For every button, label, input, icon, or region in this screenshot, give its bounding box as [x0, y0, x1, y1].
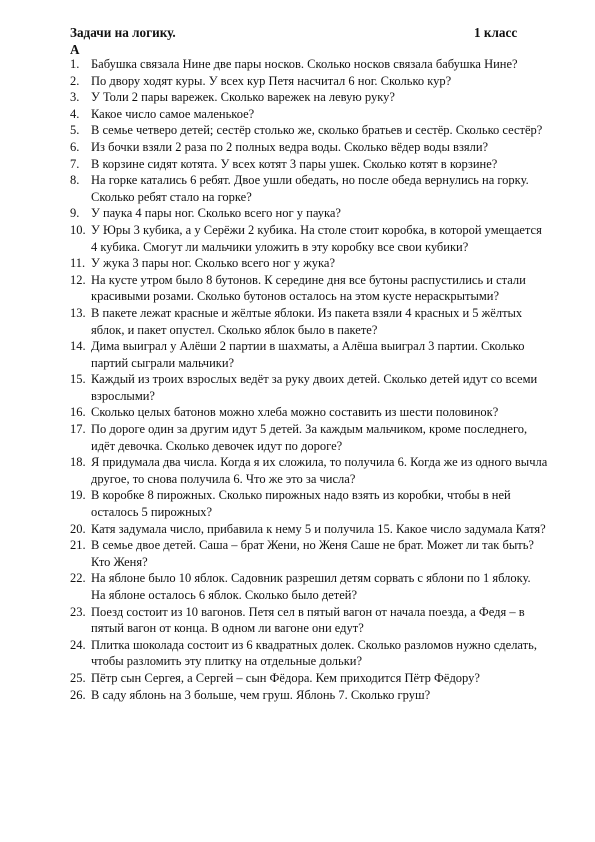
problem-number: 3. — [70, 90, 80, 105]
problem-number: 12. — [70, 272, 86, 287]
problem-number: 25. — [70, 670, 86, 685]
problem-text: В семье четверо детей; сестёр столько же, сколько братьев и сестёр. Сколько сестёр? — [91, 123, 543, 138]
problem-text: На горке катались 6 ребят. Двое ушли обедать, но после обеда вернулись на горку. Сколько ребят стало на горке? — [91, 173, 529, 204]
problem-text: В корзине сидят котята. У всех котят 3 пары ушек. Сколько котят в корзине? — [91, 156, 498, 171]
problem-number: 23. — [70, 604, 86, 619]
problem-text: По двору ходят куры. У всех кур Петя насчитал 6 ног. Сколько кур? — [91, 73, 452, 88]
problem-item — [70, 404, 548, 421]
problem-number: 14. — [70, 339, 86, 354]
problem-number: 17. — [70, 422, 86, 437]
problem-text: Дима выиграл у Алёши 2 партии в шахматы, а Алёша выиграл 3 партии. Сколько партий сыграли мальчики? — [91, 339, 525, 370]
grade-label: 1 класс — [474, 25, 518, 40]
problem-item — [70, 421, 548, 454]
problem-number: 4. — [70, 106, 80, 121]
problem-text: У Толи 2 пары варежек. Сколько варежек на левую руку? — [91, 90, 395, 105]
section-label: А — [70, 42, 80, 57]
problem-number: 18. — [70, 455, 86, 470]
problem-text: Я придумала два числа. Когда я их сложила, то получила 6. Когда же из одного вычла другое, то снова получила 6. Что же это за числа? — [91, 455, 548, 486]
problem-item — [70, 56, 548, 73]
problem-number: 1. — [70, 57, 80, 71]
problem-item — [70, 305, 548, 338]
problem-item — [70, 521, 548, 538]
problem-number: 20. — [70, 521, 86, 536]
problem-number: 6. — [70, 139, 80, 154]
problem-list — [70, 56, 548, 703]
problem-item — [70, 255, 548, 272]
problem-item — [70, 139, 548, 156]
problem-text: Какое число самое маленькое? — [91, 106, 255, 121]
problem-text: Катя задумала число, прибавила к нему 5 и получила 15. Какое число задумала Катя? — [91, 521, 546, 536]
problem-text: На яблоне было 10 яблок. Садовник разрешил детям сорвать с яблони по 1 яблоку. На яблоне осталось 6 яблок. Сколько было детей? — [91, 571, 531, 602]
problem-number: 21. — [70, 538, 86, 553]
problem-number: 24. — [70, 637, 86, 652]
document-title: Задачи на логику. — [70, 25, 176, 40]
problem-text: На кусте утром было 8 бутонов. К середине дня все бутоны распустились и стали красивыми розами. Сколько бутонов осталось на этом кусте нераскрытыми? — [91, 272, 526, 304]
problem-item — [70, 670, 548, 687]
problem-item — [70, 122, 548, 139]
problem-number: 19. — [70, 488, 86, 503]
problem-text: Бабушка связала Нине две пары носков. Сколько носков связала бабушка Нине? — [91, 57, 518, 71]
problem-item — [70, 106, 548, 123]
problem-item — [70, 537, 548, 570]
problem-number: 15. — [70, 372, 86, 387]
problem-item — [70, 205, 548, 222]
problem-number: 8. — [70, 173, 80, 188]
problem-text: В пакете лежат красные и жёлтые яблоки. Из пакета взяли 4 красных и 5 жёлтых яблок, и пакет опустел. Сколько яблок было в пакете? — [91, 305, 523, 337]
problem-text: У жука 3 пары ног. Сколько всего ног у жука? — [91, 256, 336, 271]
problem-text: Из бочки взяли 2 раза по 2 полных ведра воды. Сколько вёдер воды взяли? — [91, 139, 489, 154]
page-header — [70, 24, 540, 42]
problem-text: По дороге один за другим идут 5 детей. За каждым мальчиком, кроме последнего, идёт девочка. Сколько девочек идут по дороге? — [91, 422, 528, 453]
problem-number: 2. — [70, 73, 80, 88]
problem-text: В семье двое детей. Саша – брат Жени, но Женя Саше не брат. Может ли так быть? Кто Женя? — [91, 538, 534, 569]
problem-item — [70, 637, 548, 670]
problem-item — [70, 73, 548, 90]
problem-text: У паука 4 пары ног. Сколько всего ног у паука? — [91, 206, 341, 221]
problem-number: 22. — [70, 571, 86, 586]
problem-text: Плитка шоколада состоит из 6 квадратных долек. Сколько разломов нужно сделать, чтобы разломить эту плитку на отдельные дольки? — [91, 637, 537, 669]
problem-item — [70, 89, 548, 106]
problem-text: В саду яблонь на 3 больше, чем груш. Яблонь 7. Сколько груш? — [91, 687, 431, 702]
problem-text: Пётр сын Сергея, а Сергей – сын Фёдора. Кем приходится Пётр Фёдору? — [91, 670, 480, 685]
problem-text: У Юры 3 кубика, а у Серёжи 2 кубика. На столе стоит коробка, в которой умещается 4 кубика. Смогут ли мальчики уложить в эту коробку все свои кубики? — [91, 222, 542, 254]
problem-number: 16. — [70, 405, 86, 420]
problem-item — [70, 570, 548, 603]
problem-item — [70, 487, 548, 520]
problem-item — [70, 272, 548, 305]
problem-item — [70, 604, 548, 637]
problem-item — [70, 687, 548, 704]
problem-item — [70, 454, 548, 487]
problem-item — [70, 338, 548, 371]
problem-number: 9. — [70, 206, 80, 221]
problem-text: Каждый из троих взрослых ведёт за руку двоих детей. Сколько детей идут со всеми взрослыми? — [91, 372, 538, 403]
problem-text: Поезд состоит из 10 вагонов. Петя сел в пятый вагон от начала поезда, а Федя – в пятый вагон от конца. В одном ли вагоне они едут? — [91, 604, 525, 636]
problem-number: 26. — [70, 687, 86, 702]
problem-number: 10. — [70, 222, 86, 237]
problem-item — [70, 156, 548, 173]
problem-number: 7. — [70, 156, 80, 171]
problem-text: Сколько целых батонов можно хлеба можно составить из шести половинок? — [91, 405, 499, 420]
problem-item — [70, 172, 548, 205]
problem-text: В коробке 8 пирожных. Сколько пирожных надо взять из коробки, чтобы в ней осталось 5 пирожных? — [91, 488, 511, 520]
problem-number: 5. — [70, 123, 80, 138]
problem-item — [70, 371, 548, 404]
problem-item — [70, 222, 548, 255]
problem-number: 13. — [70, 305, 86, 320]
problem-number: 11. — [70, 256, 86, 271]
